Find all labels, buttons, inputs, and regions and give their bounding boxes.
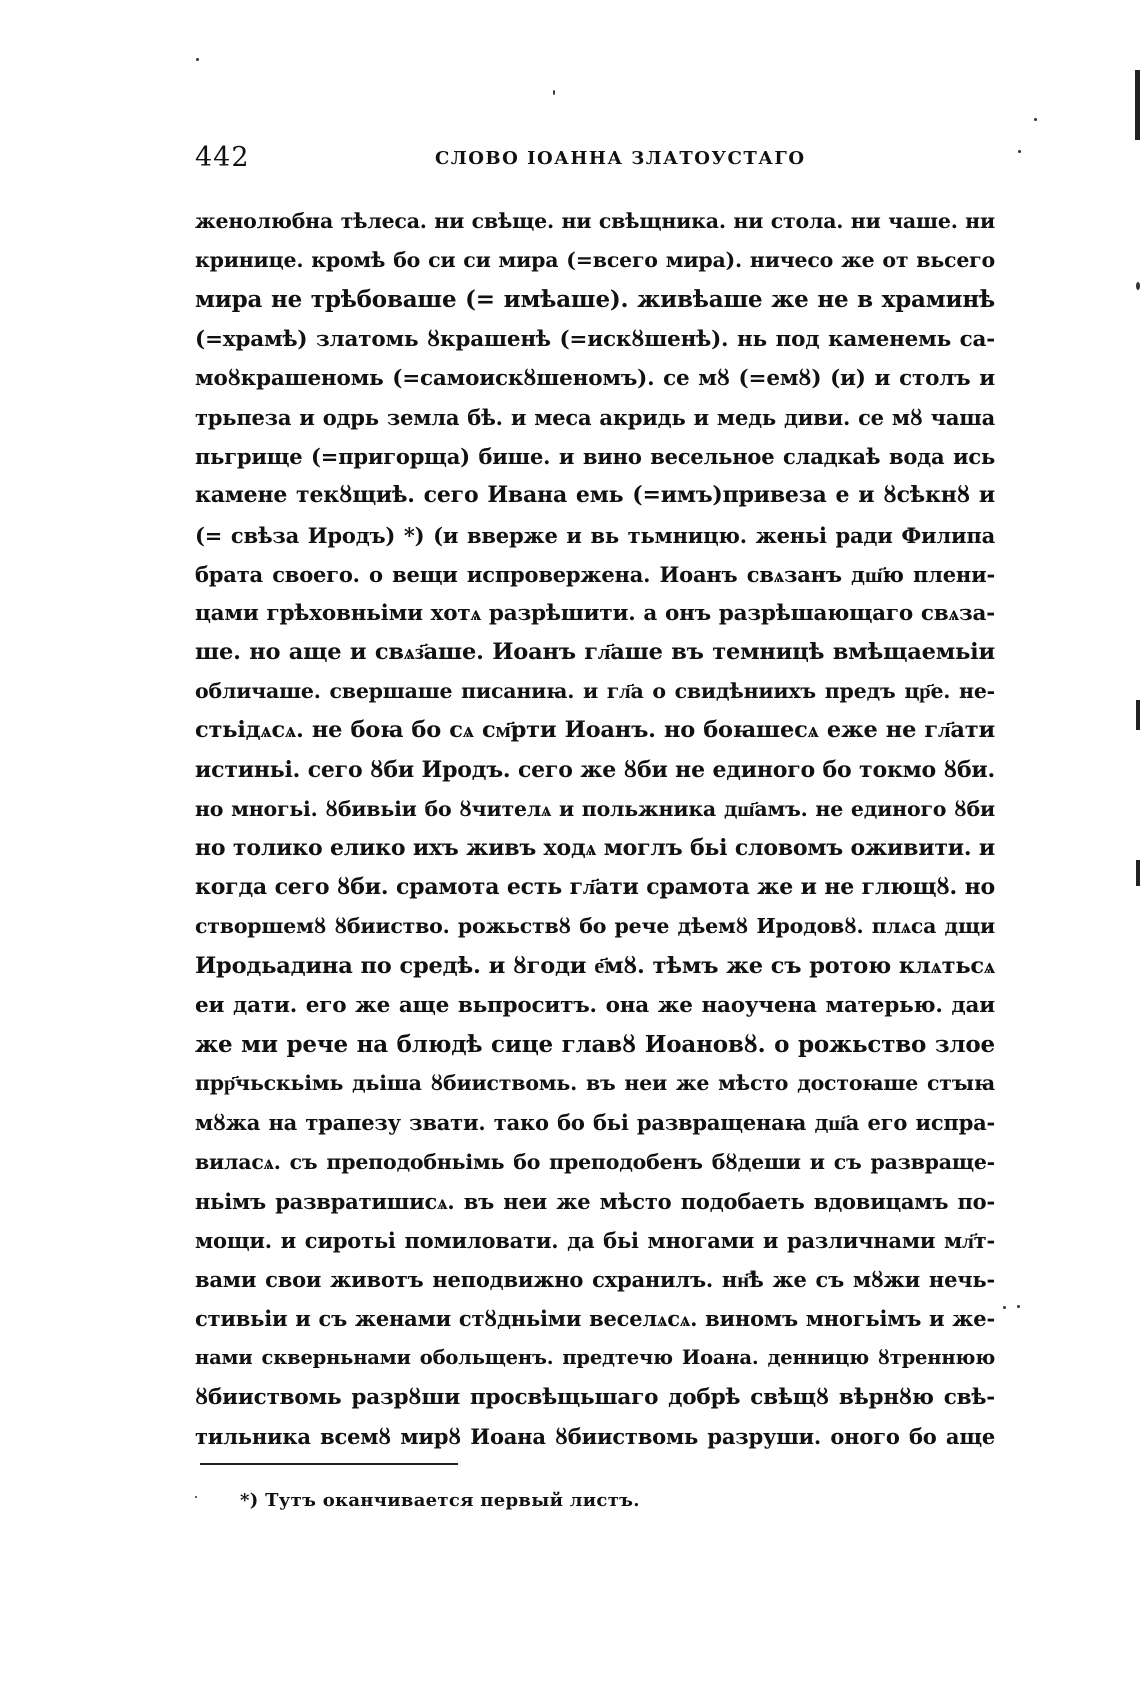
text-line: брата своего. о вещи испровержена. Иоанъ свѧзанъ дш҃ю плени- [195, 561, 995, 587]
footnote: *) Тутъ оканчивается первый листъ. [240, 1490, 640, 1511]
text-line: моȣкрашеномь (=самоискȣшеномъ). се мȣ (=емȣ) (и) и столъ и [195, 365, 995, 391]
scan-speck [196, 58, 199, 61]
text-line: мȣжа на трапезу звати. тако бо бьі развращенаꙗ дш҃а его испра- [195, 1110, 995, 1136]
scan-speck [1003, 1306, 1006, 1309]
text-line: прр҃чьскьімь дьіша ȣбииствомь. въ неи же мѣсто достоꙗше стꙑꙗ [195, 1071, 995, 1096]
text-line: вами свои животъ неподвижно схранилъ. нн҃ѣ же съ мȣжи нечь- [195, 1267, 995, 1293]
text-line: (= свѣза Иродъ) *) (и вверже и вь тьмницю. женьі ради Филипа [195, 522, 995, 548]
text-line: же ми рече на блюдѣ сице главȣ Иоановȣ. о рожьство злое [195, 1030, 995, 1058]
text-line: ньімъ развратишисѧ. въ неи же мѣсто подобаеть вдовицамъ по- [195, 1188, 995, 1214]
text-line: створшемȣ ȣбииство. рожьствȣ бо рече дѣемȣ Иродовȣ. плѧса дщи [195, 914, 995, 939]
body-text [195, 202, 995, 1456]
text-line: когда сего ȣби. срамота есть гл҃ати срамота же и не глющȣ. но [195, 874, 995, 901]
scan-speck [553, 90, 555, 95]
scan-speck [1136, 282, 1140, 290]
text-line: мощи. и сиротьі помиловати. да бьі многами и различнами мл҃т- [195, 1227, 995, 1253]
page-number: 442 [195, 142, 250, 173]
text-line: но многьі. ȣбивьіи бо ȣчителѧ и польжника дш҃амъ. не единого ȣби [195, 796, 995, 821]
text-line: ȣбииствомь разрȣши просвѣщьшаго добрѣ свѣщȣ вѣрнȣю свѣ- [195, 1384, 995, 1410]
text-line: пьгрище (=пригорща) бише. и вино весельное сладкаѣ вода ись [195, 444, 995, 470]
scan-speck [1017, 1305, 1020, 1308]
text-line: но толико елико ихъ живъ ходѧ моглъ бьі словомъ оживити. и [195, 835, 995, 861]
text-line: ше. но аще и свѧз҃аше. Иоанъ гл҃аше въ темницѣ вмѣщаемьіи [195, 639, 995, 666]
text-line: камене текȣщиѣ. сего Ивана емь (=имъ)привеза е и ȣсѣкнȣ и [195, 482, 995, 509]
text-line: вилаcѧ. съ преподобньімь бо преподобенъ бȣдеши и съ развраще- [195, 1149, 995, 1174]
text-line: женолюбна тѣлеса. ни свѣще. ни свѣщника. ни стола. ни чаше. ни [195, 209, 995, 233]
text-line: (=храмѣ) златомь ȣкрашенѣ (=искȣшенѣ). нь под каменемь са- [195, 326, 995, 352]
text-line: цами грѣховньіми хотѧ разрѣшити. а онъ разрѣшающаго свѧза- [195, 600, 995, 626]
text-line: трьпеза и одрь земла бѣ. и меса акридь и медь диви. се мȣ чаша [195, 404, 995, 430]
scan-speck [195, 1496, 197, 1498]
running-title: СЛОВО ІОАННА ЗЛАТОУСТАГО [435, 148, 806, 169]
text-line: кринице. кромѣ бо си си мира (=всего мира). ничесо же от вьсего [195, 248, 995, 273]
scan-edge-mark [1136, 860, 1140, 886]
scan-speck [1018, 150, 1021, 153]
scan-speck [1034, 118, 1037, 121]
text-line: стьідѧсѧ. не боꙗ бо сѧ см҃рти Иоанъ. но боꙗшесѧ еже не гл҃ати [195, 717, 995, 744]
page-header [195, 142, 995, 182]
text-line: стивьіи и съ женами стȣдньіми веселѧсѧ. виномъ многьімъ и же- [195, 1306, 995, 1332]
text-line: обличаше. свершаше писаниꙗ. и гл҃а о свидѣниихъ предъ цр҃е. не- [195, 679, 995, 704]
text-line: мира не трѣбоваше (= имѣаше). живѣаше же не в храминѣ [195, 286, 995, 314]
text-line: еи дати. его же аще вьпроситъ. она же наоучена матерью. даи [195, 992, 995, 1018]
footnote-divider [200, 1463, 458, 1465]
scan-edge-mark [1136, 700, 1140, 730]
text-line: Иродьадина по средѣ. и ȣгоди е҃мȣ. тѣмъ же съ ротою клѧтьсѧ [195, 952, 995, 979]
text-line: истиньі. сего ȣби Иродъ. сего же ȣби не единого бо токмо ȣби. [195, 756, 995, 783]
scan-edge-mark [1135, 70, 1140, 140]
text-line: нами скверньнами обольщенъ. предтечю Иоана. денницю ȣтреннюю [195, 1346, 995, 1370]
text-line: тильника всемȣ мирȣ Иоана ȣбииствомь разруши. оного бо аще [195, 1423, 995, 1449]
